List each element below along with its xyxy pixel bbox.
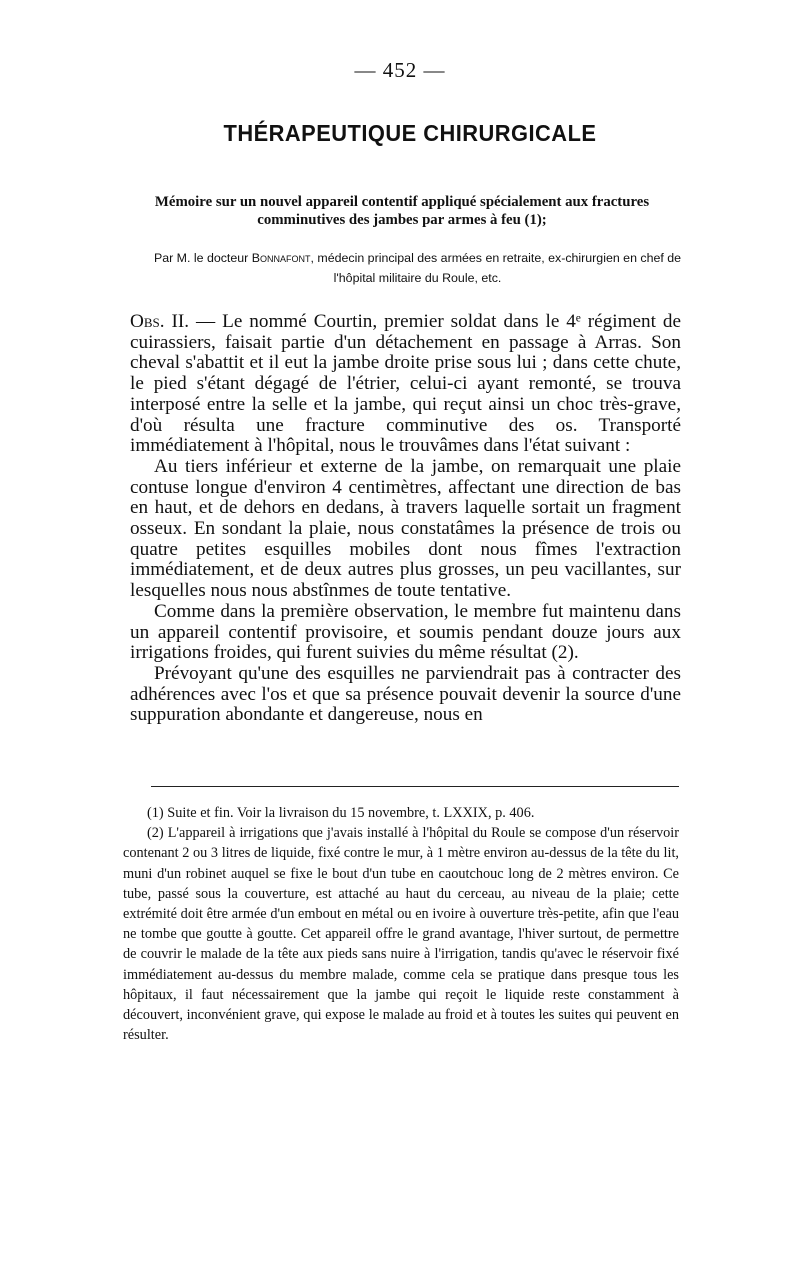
body-text bbox=[130, 312, 681, 726]
section-title: THÉRAPEUTIQUE CHIRURGICALE bbox=[223, 120, 597, 146]
observation-label: Obs. II. bbox=[130, 311, 190, 332]
page-number: — 452 — bbox=[354, 58, 446, 82]
footnote-2: (2) L'appareil à irrigations que j'avais installé à l'hôpital du Roule se compose d'un réservoir contenant 2 ou 3 litres de liquide, fixé contre le mur, à 1 mètre environ au-dessus de la tête du lit, muni d'un robinet auquel se fixe le bout d'un tube en caoutchouc long de 2 mètres environ. Ce tube, passé sous la couverture, est attaché au haut du cerceau, au niveau de la plaie; cette extrémité doit être armée d'un embout en métal ou en ivoire à ouverture très-petite, afin que l'eau ne tombe que goutte à goutte. Cet appareil offre le grand avantage, l'hiver surtout, de permettre de couvrir le malade de la tête aux pieds sans nuire à l'irrigation, tandis qu'avec le réservoir fixé immédiatement au-dessus du membre malade, comme cela se pratique dans presque tous les hôpitaux, il faut nécessairement que la jambe qui reçoit le liquide reste constamment à découvert, inconvénient grave, qui expose le malade au froid et à toutes les suites qui peuvent en résulter. bbox=[123, 825, 679, 1044]
footnote-separator bbox=[151, 786, 679, 787]
author-prefix: Par M. le docteur bbox=[153, 251, 249, 265]
body-paragraph-3: Comme dans la première observation, le membre fut maintenu dans un appareil contentif provisoire, et soumis pendant douze jours aux irrigations froides, qui furent suivies du même résultat (2). bbox=[130, 600, 681, 664]
body-paragraph-1-text: — Le nommé Courtin, premier soldat dans le 4ᵉ régiment de cuirassiers, faisait partie d'un détachement en passage à Arras. Son cheval s'abattit et il eut la jambe droite prise sous lui ; dans cette chute, le pied s'étant dégagé de l'étrier, celui-ci ayant remonté, se trouva interposé entre la selle et la jambe, qui reçut ainsi un choc très-grave, d'où résulta une fracture comminutive des os. Transporté immédiatement à l'hôpital, nous le trouvâmes dans l'état suivant : bbox=[130, 311, 681, 457]
author-rest: , médecin principal des armées en retraite, ex-chirurgien en chef de l'hôpital militaire du Roule, etc. bbox=[310, 251, 682, 285]
memoir-title: Mémoire sur un nouvel appareil contentif appliqué spécialement aux fractures comminutives des jambes par armes à feu (1); bbox=[154, 194, 650, 228]
author-line bbox=[150, 248, 685, 288]
footnote-1: (1) Suite et fin. Voir la livraison du 15 novembre, t. LXXIX, p. 406. bbox=[147, 805, 535, 821]
author-name: Bonnafont bbox=[251, 251, 311, 265]
body-paragraph-2: Au tiers inférieur et externe de la jambe, on remarquait une plaie contuse longue d'environ 4 centimètres, affectant une direction de bas en haut, et de dehors en dedans, à travers laquelle sortait un fragment osseux. En sondant la plaie, nous constatâmes la présence de trois ou quatre petites esquilles mobiles dont nous fîmes l'extraction immédiatement, et de deux autres plus grosses, un peu vacillantes, sur lesquelles nous nous abstînmes de toute tentative. bbox=[130, 455, 681, 602]
footnotes bbox=[123, 803, 679, 1045]
body-paragraph-1 bbox=[130, 312, 681, 457]
body-paragraph-4: Prévoyant qu'une des esquilles ne parviendrait pas à contracter des adhérences avec l'os et que sa présence pouvait devenir la source d'une suppuration abondante et dangereuse, nous en bbox=[130, 662, 681, 726]
